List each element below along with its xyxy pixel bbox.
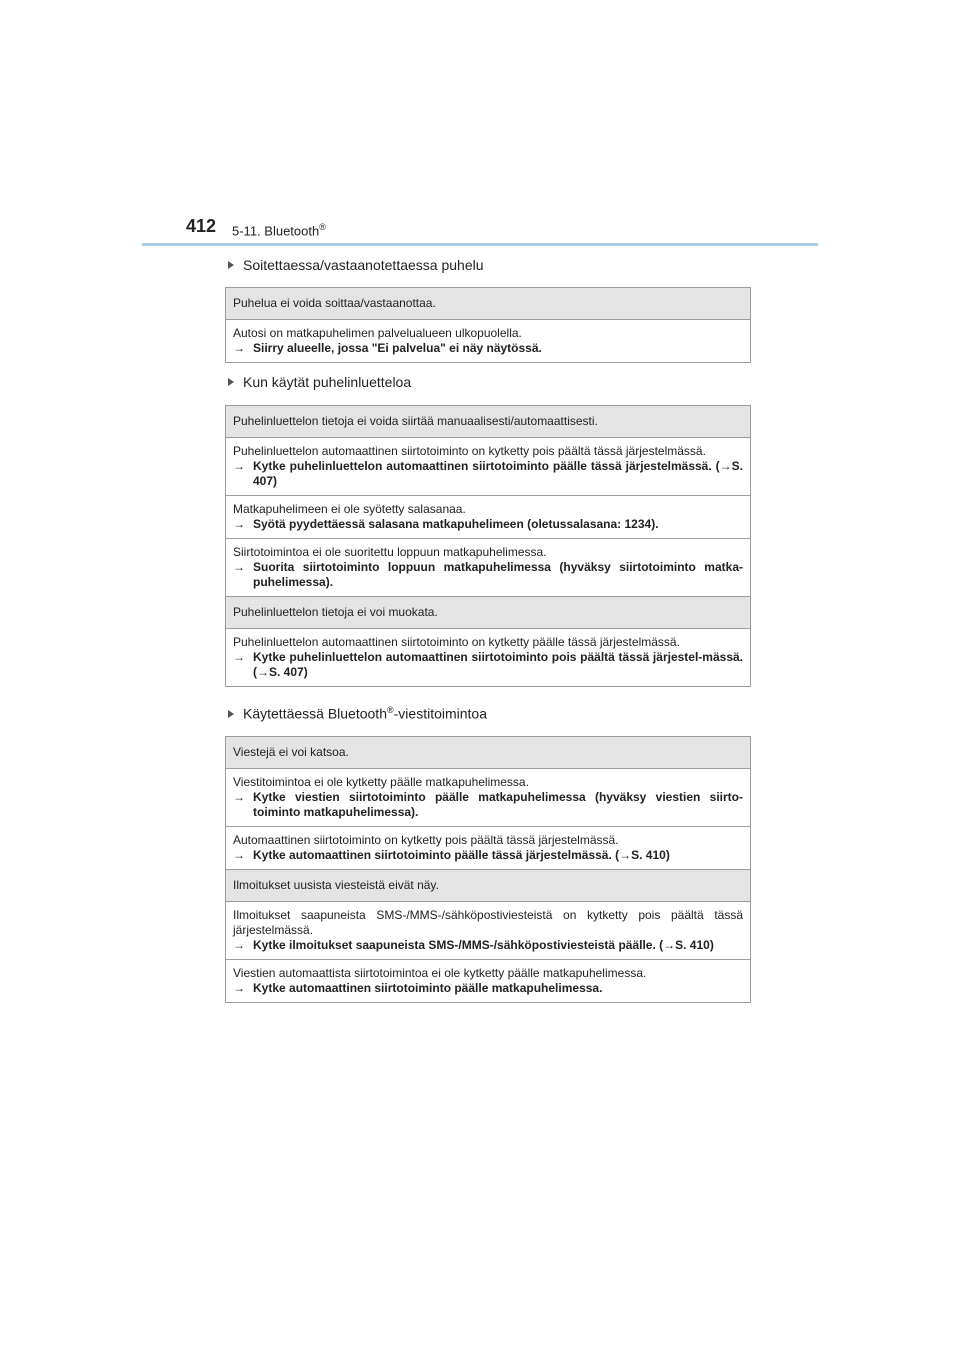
cause-text: Viestien automaattista siirtotoimintoa ei ole kytketty päälle matkapuhelimessa. xyxy=(233,966,647,980)
chapter-label: 5-11. Bluetooth xyxy=(232,223,320,239)
cause-text: Siirtotoimintoa ei ole suoritettu loppuun matkapuhelimessa. xyxy=(233,545,547,559)
page-header xyxy=(0,0,960,250)
problem-cell: Puhelinluettelon tietoja ei voida siirtää manuaalisesti/automaattisesti. xyxy=(226,406,751,438)
cause-text: Puhelinluettelon automaattinen siirtotoiminto on kytketty päälle tässä järjestelmässä. xyxy=(233,635,680,649)
section-title-text: Kun käytät puhelinluetteloa xyxy=(243,374,412,390)
remedy-line xyxy=(233,517,743,532)
remedy-text: Kytke automaattinen siirtotoiminto päälle matkapuhelimessa. xyxy=(253,981,603,995)
section-title-phonebook xyxy=(228,374,411,390)
troubleshooting-table-calls xyxy=(225,287,751,363)
arrow-icon: → xyxy=(233,790,245,804)
remedy-line xyxy=(233,938,743,953)
solution-cell xyxy=(226,629,751,687)
table-row xyxy=(226,902,751,960)
cause-text: Puhelinluettelon automaattinen siirtotoiminto on kytketty pois päältä tässä järjestelmässä. xyxy=(233,444,706,458)
solution-cell xyxy=(226,827,751,870)
table-row xyxy=(226,438,751,496)
section-title-suffix: -viestitoimintoa xyxy=(393,705,488,722)
problem-cell: Puhelua ei voida soittaa/vastaanottaa. xyxy=(226,288,751,320)
cause-text: Viestitoimintoa ei ole kytketty päälle matkapuhelimessa. xyxy=(233,775,529,789)
arrow-icon: → xyxy=(233,981,245,995)
solution-cell xyxy=(226,769,751,827)
cause-text: Automaattinen siirtotoiminto on kytketty pois päältä tässä järjestelmässä. xyxy=(233,833,619,847)
remedy-text: Siirry alueelle, jossa "Ei palvelua" ei näy näytössä. xyxy=(253,341,542,355)
problem-cell: Ilmoitukset uusista viesteistä eivät näy. xyxy=(226,870,751,902)
arrow-icon: → xyxy=(233,459,245,473)
table-row xyxy=(226,539,751,597)
arrow-icon: → xyxy=(233,650,245,664)
table-row xyxy=(226,827,751,870)
table-row xyxy=(226,288,751,320)
remedy-line xyxy=(233,848,743,863)
arrow-icon: → xyxy=(233,938,245,952)
solution-cell xyxy=(226,902,751,960)
table-row xyxy=(226,496,751,539)
remedy-text: Kytke puhelinluettelon automaattinen siirtotoiminto pois päältä tässä järjestel-mässä. (→S. 407) xyxy=(253,650,743,679)
table-row xyxy=(226,870,751,902)
cause-text: Ilmoitukset saapuneista SMS-/MMS-/sähköpostiviesteistä on kytketty pois päältä tässä järjestelmässä. xyxy=(233,908,743,937)
solution-cell xyxy=(226,320,751,363)
table-row xyxy=(226,597,751,629)
remedy-text: Syötä pyydettäessä salasana matkapuhelimeen (oletussalasana: 1234). xyxy=(253,517,659,531)
remedy-line xyxy=(233,459,743,489)
section-title-text: Soitettaessa/vastaanotettaessa puhelu xyxy=(243,257,484,273)
arrow-icon: → xyxy=(233,560,245,574)
table-row xyxy=(226,320,751,363)
remedy-text: Kytke puhelinluettelon automaattinen siirtotoiminto päälle tässä järjestelmässä. (→S. 407) xyxy=(253,459,743,488)
solution-cell xyxy=(226,438,751,496)
section-title-text: Käytettäessä Bluetooth xyxy=(243,705,387,722)
problem-cell: Viestejä ei voi katsoa. xyxy=(226,737,751,769)
cause-text: Autosi on matkapuhelimen palvelualueen ulkopuolella. xyxy=(233,326,522,340)
table-row xyxy=(226,406,751,438)
remedy-text: Suorita siirtotoiminto loppuun matkapuhelimessa (hyväksy siirtotoiminto matka-puhelimessa). xyxy=(253,560,743,589)
remedy-line xyxy=(233,341,743,356)
arrow-icon: → xyxy=(233,341,245,355)
cause-text: Matkapuhelimeen ei ole syötetty salasanaa. xyxy=(233,502,466,516)
remedy-line xyxy=(233,981,743,996)
page-number: 412 xyxy=(186,216,217,236)
table-row xyxy=(226,960,751,1003)
registered-mark: ® xyxy=(387,705,394,715)
table-row xyxy=(226,737,751,769)
arrow-icon: → xyxy=(233,517,245,531)
troubleshooting-table-messaging xyxy=(225,736,751,1003)
solution-cell xyxy=(226,496,751,539)
remedy-line xyxy=(233,790,743,820)
solution-cell xyxy=(226,539,751,597)
table-row xyxy=(226,629,751,687)
remedy-line xyxy=(233,650,743,680)
section-title-calls xyxy=(228,257,484,273)
triangle-bullet-icon xyxy=(228,261,234,269)
section-title-messaging xyxy=(228,705,487,722)
remedy-text: Kytke ilmoitukset saapuneista SMS-/MMS-/sähköpostiviesteistä päälle. (→S. 410) xyxy=(253,938,714,952)
header-rule xyxy=(142,243,818,246)
remedy-text: Kytke viestien siirtotoiminto päälle matkapuhelimessa (hyväksy viestien siirto-toiminto matkapuhelimessa). xyxy=(253,790,743,819)
arrow-icon: → xyxy=(233,848,245,862)
problem-cell: Puhelinluettelon tietoja ei voi muokata. xyxy=(226,597,751,629)
solution-cell xyxy=(226,960,751,1003)
triangle-bullet-icon xyxy=(228,710,234,718)
chapter-title xyxy=(232,222,326,238)
remedy-line xyxy=(233,560,743,590)
table-row xyxy=(226,769,751,827)
remedy-text: Kytke automaattinen siirtotoiminto päälle tässä järjestelmässä. (→S. 410) xyxy=(253,848,670,862)
troubleshooting-table-phonebook xyxy=(225,405,751,687)
registered-mark: ® xyxy=(319,222,326,232)
triangle-bullet-icon xyxy=(228,378,234,386)
